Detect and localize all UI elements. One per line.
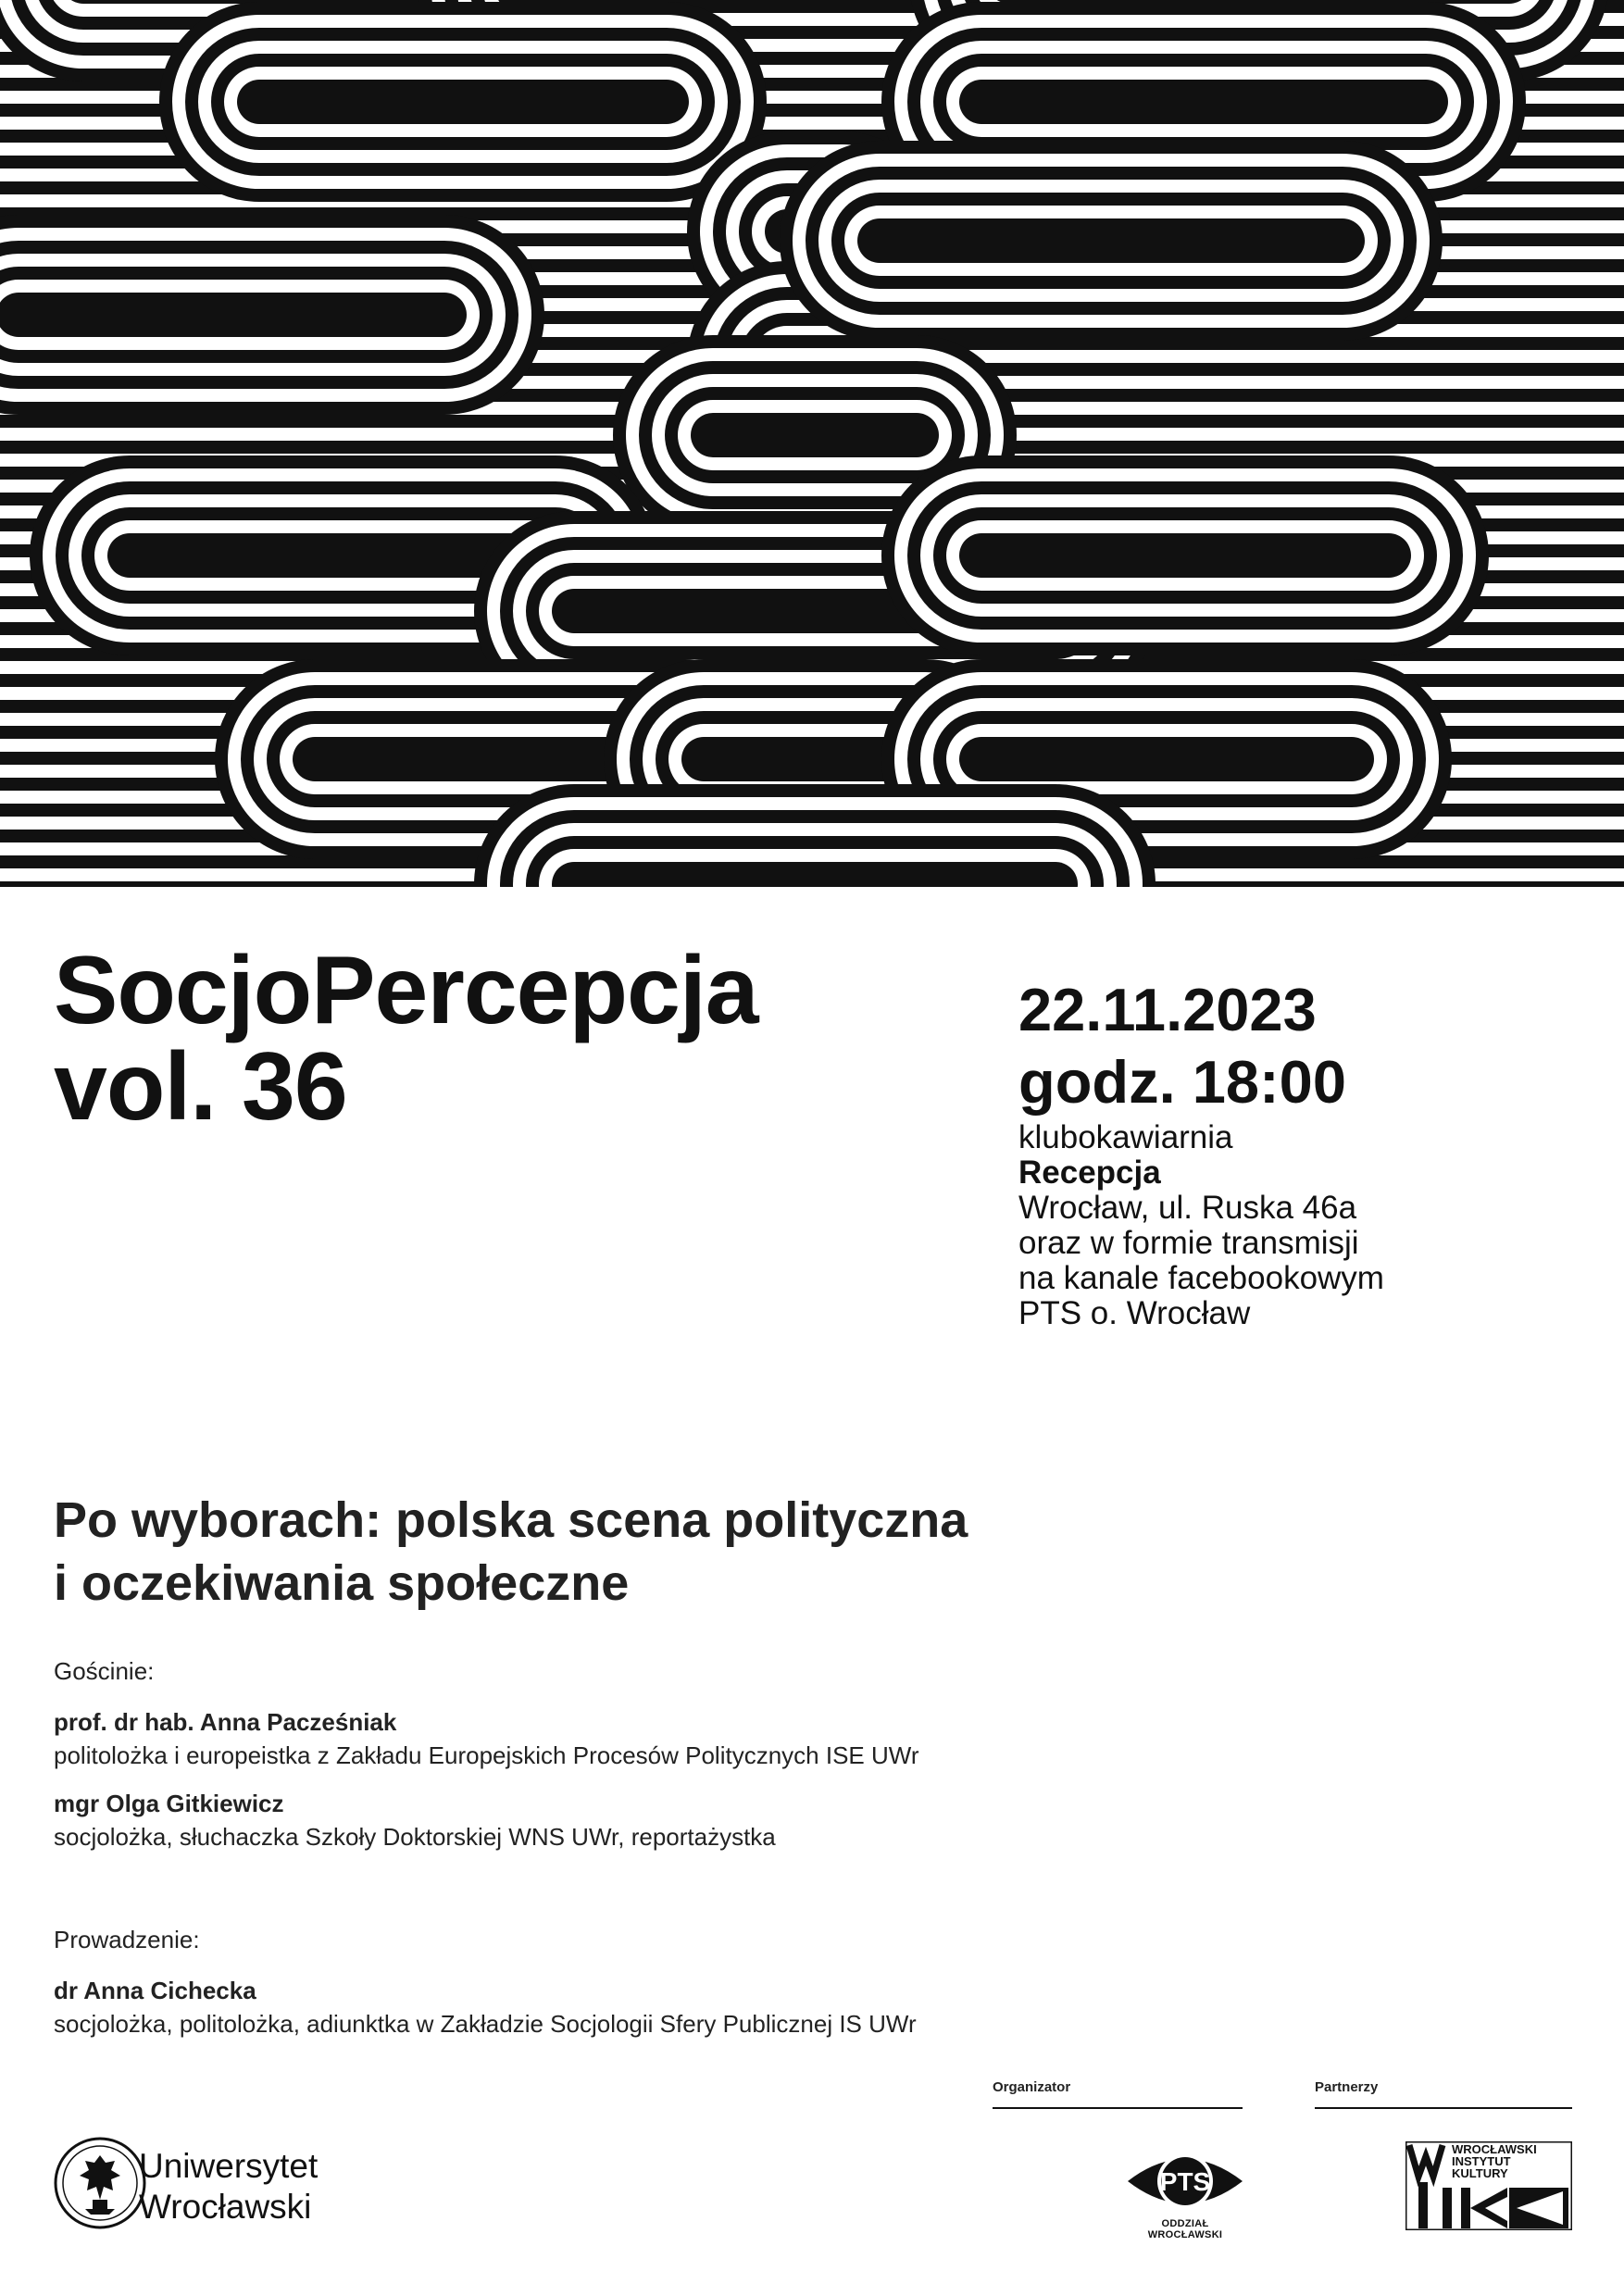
pattern-ring <box>237 80 689 124</box>
event-date: 22.11.2023 <box>1018 976 1317 1043</box>
stream-line-2: na kanale facebookowym <box>1018 1260 1384 1296</box>
topic-heading <box>54 1489 968 1615</box>
pts-logo-text: PTS <box>1159 2167 1211 2196</box>
partners-label: Partnerzy <box>1315 2079 1379 2095</box>
op-art-pattern <box>0 0 1624 887</box>
event-title-line-1: SocjoPercepcja <box>54 937 758 1044</box>
pattern-ring <box>959 737 1374 781</box>
topic-line-1: Po wyborach: polska scena polityczna <box>54 1492 968 1548</box>
pattern-ring <box>0 293 467 337</box>
pattern-ring <box>959 533 1411 578</box>
venue-name: Recepcja <box>1018 1154 1161 1191</box>
wik-line-1: WROCŁAWSKI <box>1452 2142 1537 2156</box>
venue-address: Wrocław, ul. Ruska 46a <box>1018 1190 1357 1226</box>
wik-logo-text <box>1452 2143 1570 2179</box>
speakers-section <box>54 1655 1535 2055</box>
host-role: socjolożka, politolożka, adiunktka w Zakładzie Socjologii Sfery Publicznej IS UWr <box>54 2010 917 2038</box>
host-name: dr Anna Cichecka <box>54 1977 256 2004</box>
partners-rule <box>1315 2107 1572 2109</box>
university-logo <box>139 2146 318 2227</box>
pts-branch-label: ODDZIAŁ WROCŁAWSKI <box>1147 2218 1223 2240</box>
guest-name: mgr Olga Gitkiewicz <box>54 1790 284 1817</box>
event-title-line-2: vol. 36 <box>54 1033 347 1141</box>
host-label: Prowadzenie: <box>54 1926 200 1953</box>
guest-role: politolożka i europeistka z Zakładu Europejskich Procesów Politycznych ISE UWr <box>54 1741 919 1769</box>
stream-line-3: PTS o. Wrocław <box>1018 1295 1251 1331</box>
pattern-ring <box>959 80 1448 124</box>
guest-role: socjolożka, słuchaczka Szkoły Doktorskiej WNS UWr, reportażystka <box>54 1823 776 1851</box>
university-name-line-1: Uniwersytet <box>139 2147 319 2185</box>
organizer-label: Organizator <box>993 2079 1071 2095</box>
university-name-line-2: Wrocławski <box>139 2188 312 2226</box>
guest-name: prof. dr hab. Anna Pacześniak <box>54 1708 397 1736</box>
event-title <box>54 937 758 1141</box>
pattern-ring <box>857 218 1365 263</box>
pattern-ring <box>691 413 939 457</box>
guests-label: Gościnie: <box>54 1657 155 1685</box>
event-details <box>1018 974 1593 1331</box>
topic-line-2: i oczekiwania społeczne <box>54 1555 630 1611</box>
organizer-rule <box>993 2107 1243 2109</box>
venue-type: klubokawiarnia <box>1018 1119 1233 1155</box>
event-time: godz. 18:00 <box>1018 1048 1346 1116</box>
pattern-ring <box>552 862 1078 887</box>
university-seal-icon <box>52 2135 148 2231</box>
section-spacer <box>54 1868 1535 1924</box>
stream-line-1: oraz w formie transmisji <box>1018 1225 1359 1261</box>
wik-line-2: INSTYTUT <box>1452 2154 1511 2168</box>
wik-line-3: KULTURY <box>1452 2166 1508 2180</box>
